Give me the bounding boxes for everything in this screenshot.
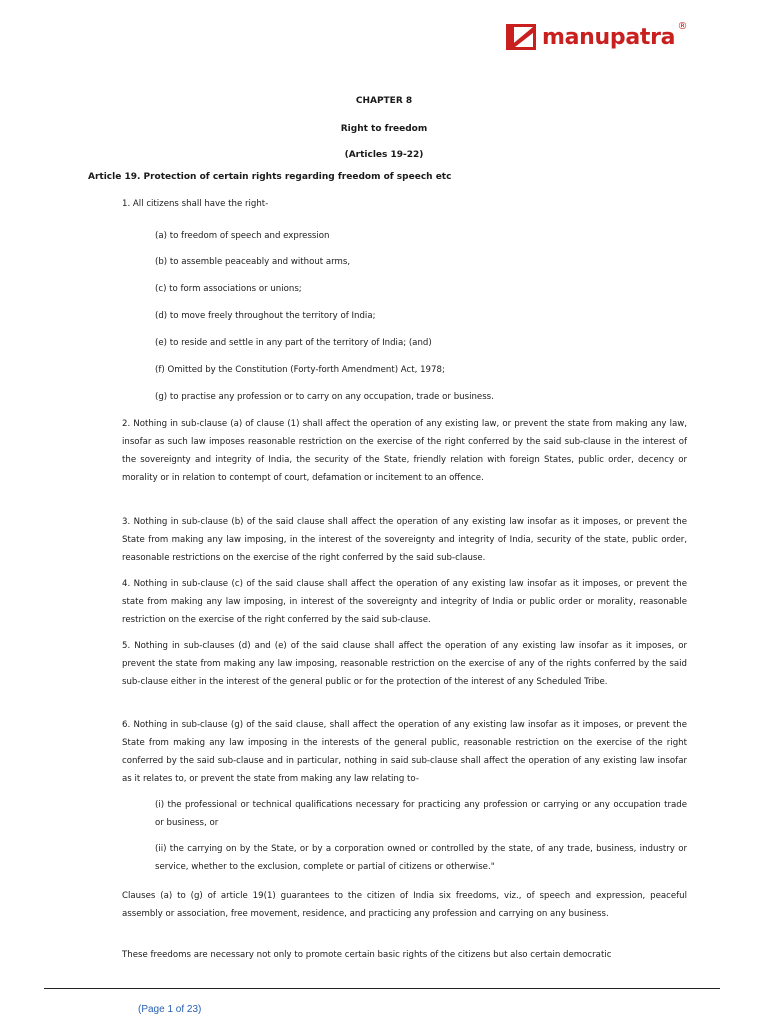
clause-3: 3. Nothing in sub-clause (b) of the said clause shall affect the operation of any existing law insofar as it imposes, or prevent the State from making any law imposing, in the interest of the sovereignty and integrity of India, security of the state, public order, reasonable restrictions on the exercise of the right conferred by the said sub-clause. — [122, 517, 687, 563]
manupatra-logo — [506, 20, 688, 50]
clause-2: 2. Nothing in sub-clause (a) of clause (1) shall affect the operation of any existing law, or prevent the state from making any law, insofar as such law imposes reasonable restriction on the exercise of the right conferred by the said sub-clause in the interest of the sovereignty and integrity of India, the security of the State, friendly relation with foreign States, public order, decency or morality or in relation to contempt of court, defamation or incitement to an offence. — [122, 419, 687, 483]
articles-range: (Articles 19-22) — [344, 150, 424, 160]
commentary-paragraph-1: Clauses (a) to (g) of article 19(1) guarantees to the citizen of India six freedoms, viz., of speech and expression, peaceful assembly or association, free movement, residence, and practicing any profession and carrying on any business. — [122, 891, 687, 919]
clause-6: 6. Nothing in sub-clause (g) of the said clause, shall affect the operation of any existing law insofar as it imposes, or prevent the State from making any law imposing in the interests of the general public, reasonable restriction on the exercise of the right conferred by the said sub-clause and in particular, nothing in said sub-clause shall affect the operation of any existing law insofar as it relates to, or prevent the state from making any law relating to- — [122, 720, 687, 784]
subclause-f: (f) Omitted by the Constitution (Forty-forth Amendment) Act, 1978; — [155, 365, 445, 375]
subclause-b: (b) to assemble peaceably and without arms, — [155, 257, 351, 267]
clause-5: 5. Nothing in sub-clauses (d) and (e) of the said clause shall affect the operation of any existing law insofar as it imposes, or prevent the state from making any law imposing, reasonable restriction on the exercise of any of the rights conferred by the said sub-clause either in the interest of the general public or for the protection of the interest of any Scheduled Tribe. — [122, 641, 687, 687]
page-number-link[interactable]: (Page 1 of 23) — [138, 1004, 202, 1015]
subclause-a: (a) to freedom of speech and expression — [155, 231, 330, 241]
clause-4: 4. Nothing in sub-clause (c) of the said clause shall affect the operation of any existing law insofar as it imposes, or prevent the state from making any law imposing, in interest of the sovereignty and integrity of India or public order or morality, reasonable restriction on the exercise of the right conferred by the said sub-clause. — [122, 579, 687, 625]
subclause-d: (d) to move freely throughout the territory of India; — [155, 311, 376, 321]
footer-divider — [44, 988, 720, 989]
manupatra-logo-icon — [506, 24, 536, 50]
clause-1-intro: 1. All citizens shall have the right- — [122, 199, 269, 209]
commentary-paragraph-2: These freedoms are necessary not only to promote certain basic rights of the citizens but also certain democratic — [122, 950, 612, 960]
logo-wordmark: manupatra ® — [542, 20, 688, 50]
subclause-e: (e) to reside and settle in any part of the territory of India; (and) — [155, 338, 432, 348]
clause-6-sub-ii: (ii) the carrying on by the State, or by a corporation owned or controlled by the state, of any trade, business, industry or service, whether to the exclusion, complete or partial of citizens or otherwise." — [155, 844, 687, 872]
subclause-c: (c) to form associations or unions; — [155, 284, 302, 294]
part-heading: Right to freedom — [340, 124, 428, 134]
subclause-g: (g) to practise any profession or to carry on any occupation, trade or business. — [155, 392, 494, 402]
chapter-heading: CHAPTER 8 — [355, 96, 413, 106]
clause-6-sub-i: (i) the professional or technical qualifications necessary for practicing any profession or carrying or any occupation trade or business, or — [155, 800, 687, 828]
article-title: Article 19. Protection of certain rights regarding freedom of speech etc — [88, 172, 452, 182]
